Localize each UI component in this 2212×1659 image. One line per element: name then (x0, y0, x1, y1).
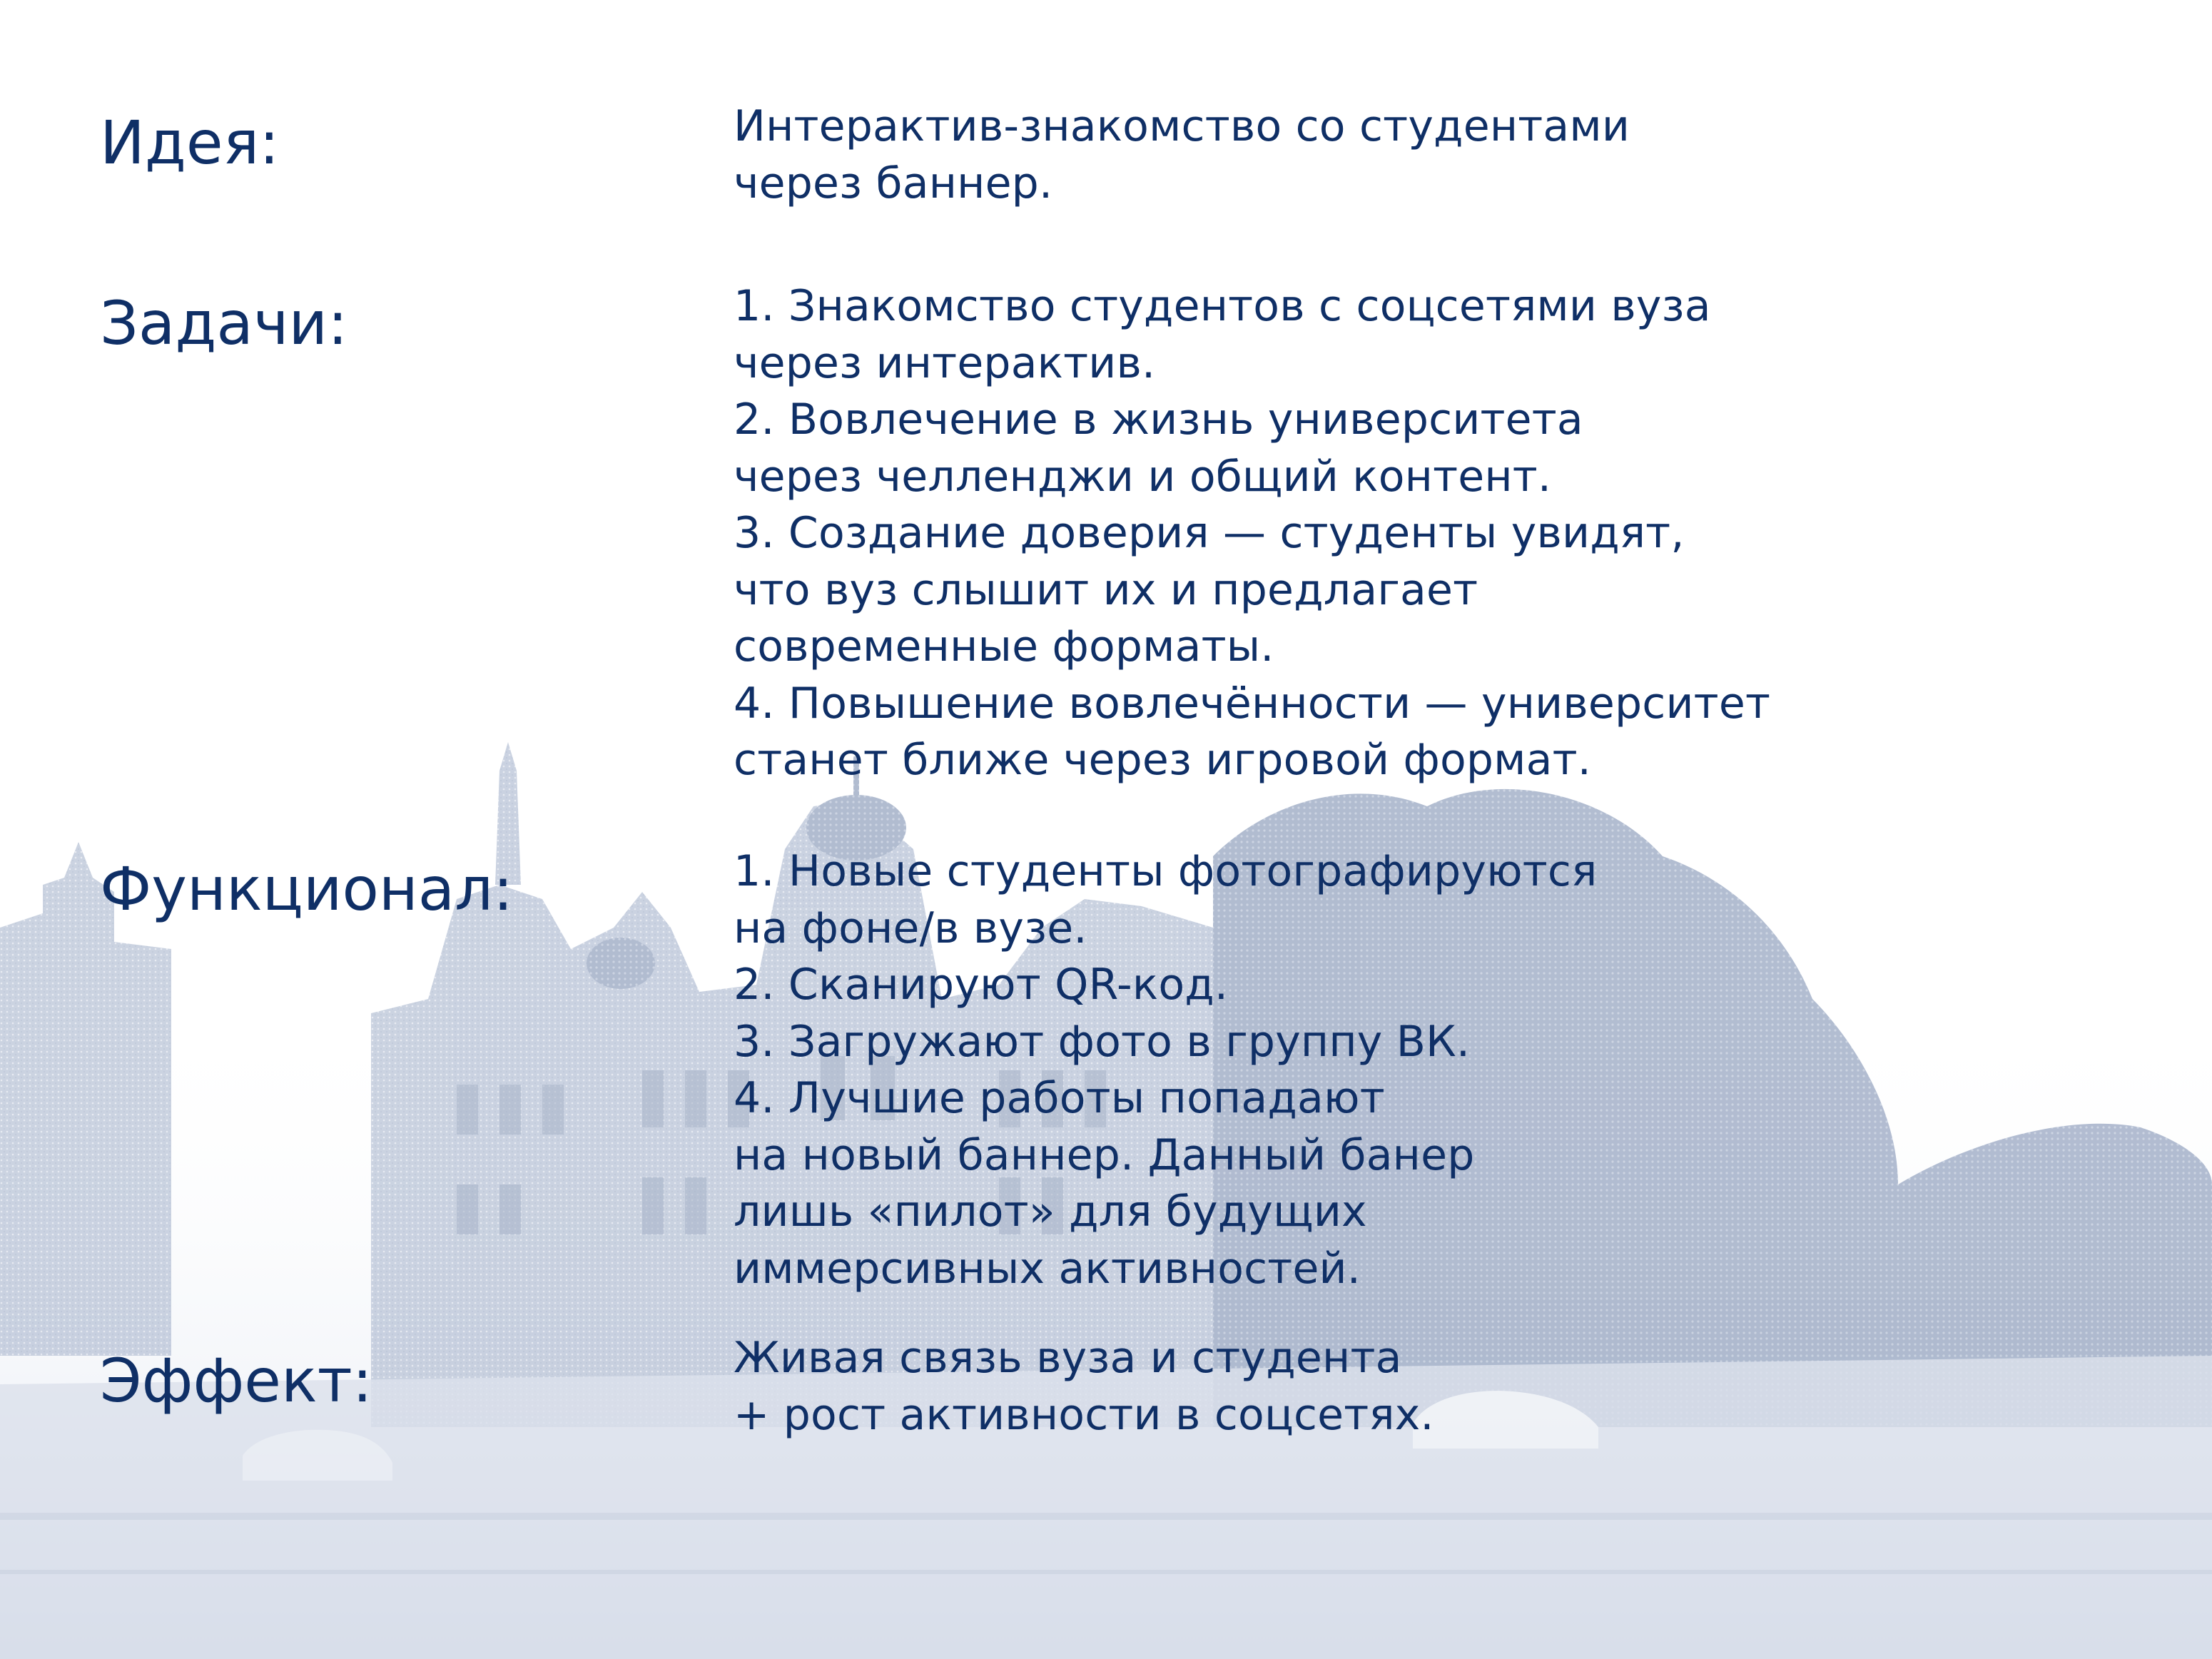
idea-heading: Идея: (100, 108, 280, 178)
effect-heading: Эффект: (100, 1346, 372, 1416)
idea-text: Интерактив-знакомство со студентами через баннер. (734, 101, 1630, 208)
tasks-heading: Задачи: (100, 288, 348, 358)
tasks-text: 1. Знакомство студентов с соцсетями вуза через интерактив. 2. Вовлечение в жизнь университета через челленджи и общий контент. 3. Создание доверия — студенты увидят, что вуз слышит их и предлагает современные форматы. 4. Повышение вовлечённости — университет станет ближе через игровой формат. (734, 281, 1771, 785)
functional-heading: Функционал: (100, 854, 514, 924)
functional-text: 1. Новые студенты фотографируются на фоне/в вузе. 2. Сканируют QR-код. 3. Загружают фото в группу ВК. 4. Лучшие работы попадают на новый баннер. Данный банер лишь «пилот» для будущих иммерсивных активностей. (734, 846, 1598, 1294)
effect-text: Живая связь вуза и студента + рост активности в соцсетях. (734, 1333, 1434, 1440)
